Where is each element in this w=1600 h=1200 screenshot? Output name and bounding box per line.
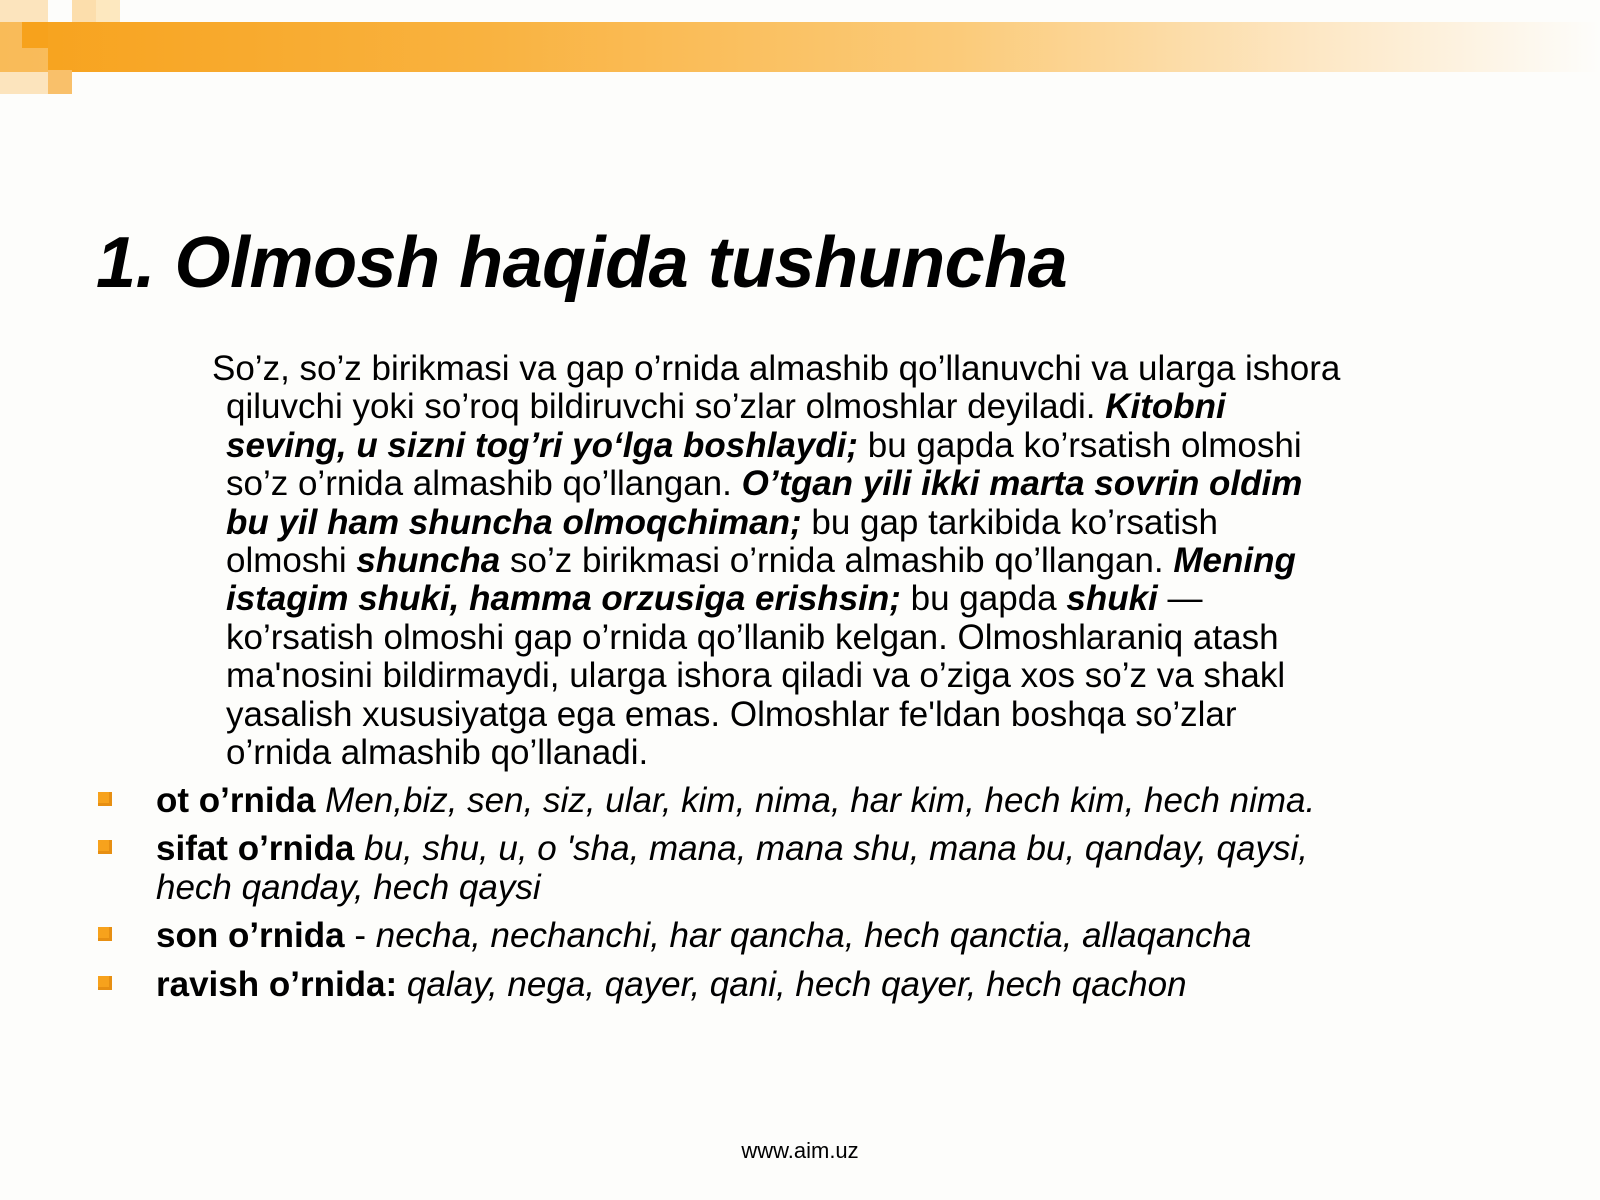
- list-item: son o’rnida - necha, nechanchi, har qancha, hech qanctia, allaqancha: [98, 917, 1568, 955]
- paragraph-line: So’z, so’z birikmasi va gap o’rnida almashib qo’llanuvchi va ularga ishora: [212, 349, 1341, 388]
- body-paragraph: [212, 349, 1526, 773]
- paragraph-line: so’z o’rnida almashib qo’llangan. O’tgan yili ikki marta sovrin oldim: [226, 464, 1303, 504]
- list-item: sifat o’rnida bu, shu, u, o 'sha, mana, mana shu, mana bu, qanday, qaysi, hech qanday, hech qaysi: [98, 830, 1568, 907]
- list-item: ravish o’rnida: qalay, nega, qayer, qani, hech qayer, hech qachon: [98, 966, 1568, 1004]
- decor-square: [22, 22, 48, 48]
- paragraph-line: istagim shuki, hamma orzusiga erishsin; bu gapda shuki —: [226, 579, 1203, 619]
- footer-url: www.aim.uz: [741, 1138, 859, 1163]
- header-gradient-band: [0, 22, 1600, 72]
- list-item: ot o’rnida Men,biz, sen, siz, ular, kim, nima, har kim, hech kim, hech nima.: [98, 782, 1568, 820]
- paragraph-line: olmoshi shuncha so’z birikmasi o’rnida almashib qo’llangan. Mening: [226, 541, 1296, 581]
- decor-square: [96, 0, 120, 22]
- square-bullet-icon: [98, 840, 112, 854]
- paragraph-line: o’rnida almashib qo’llanadi.: [226, 733, 649, 773]
- paragraph-line: bu yil ham shuncha olmoqchiman; bu gap tarkibida ko’rsatish: [226, 502, 1218, 542]
- bullet-list: [98, 782, 1568, 1014]
- paragraph-line: seving, u sizni tog’ri yo‘lga boshlaydi; bu gapda ko’rsatish olmoshi: [226, 425, 1302, 465]
- paragraph-line: ko’rsatish olmoshi gap o’rnida qo’llanib kelgan. Olmoshlaraniq atash: [226, 617, 1279, 657]
- square-bullet-icon: [98, 976, 112, 990]
- slide-title: 1. Olmosh haqida tushuncha: [96, 223, 1068, 303]
- square-bullet-icon: [98, 792, 112, 806]
- paragraph-line: ma'nosini bildirmaydi, ularga ishora qiladi va o’ziga xos so’z va shakl: [226, 656, 1286, 696]
- paragraph-line: yasalish xususiyatga ega emas. Olmoshlar fe'ldan boshqa so’zlar: [226, 694, 1237, 734]
- decor-square: [72, 0, 96, 22]
- paragraph-line: qiluvchi yoki so’roq bildiruvchi so’zlar olmoshlar deyiladi. Kitobni: [226, 387, 1226, 427]
- decor-square: [48, 70, 72, 94]
- square-bullet-icon: [98, 927, 112, 941]
